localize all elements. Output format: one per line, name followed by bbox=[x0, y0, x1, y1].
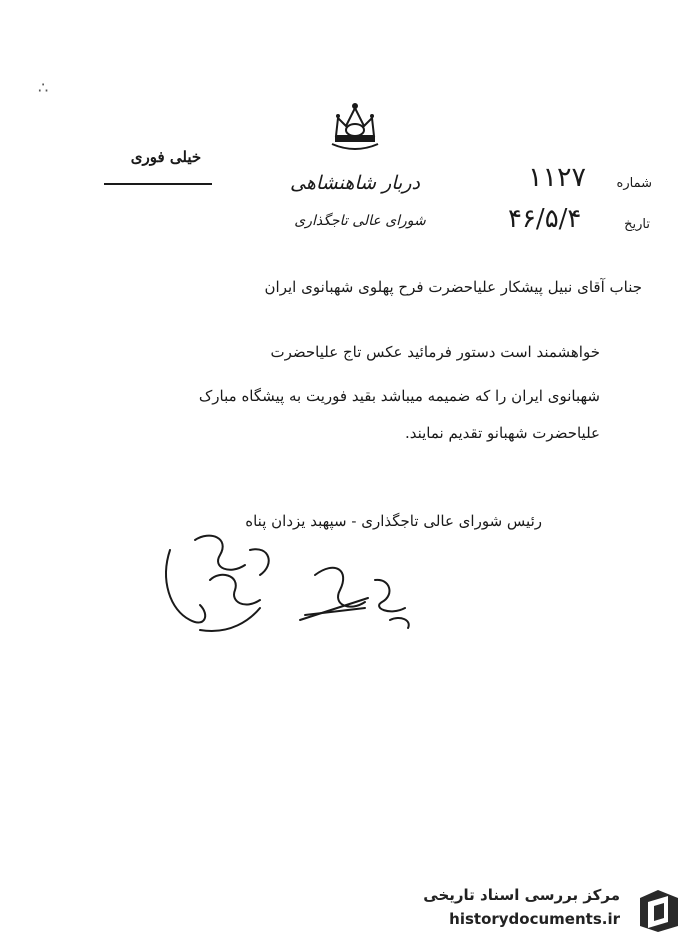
classification-underline bbox=[104, 183, 212, 185]
paper-speck-mark: ∴ bbox=[38, 78, 49, 97]
addressee-line: جناب آقای نبیل پیشکار علیاحضرت فرح پهلوی شهبانوی ایران bbox=[264, 278, 642, 296]
watermark-title: مرکز بررسی اسناد تاریخی bbox=[423, 886, 620, 904]
date-value: ۴۶/۵/۴ bbox=[508, 204, 582, 234]
archive-logo-icon bbox=[634, 886, 684, 934]
court-title: دربار شاهنشاهی bbox=[290, 172, 420, 194]
body-line-2: شهبانوی ایران را که ضمیمه میباشد بقید فوریت به پیشگاه مبارک bbox=[198, 387, 600, 405]
body-line-3: علیاحضرت شهبانو تقدیم نمایند. bbox=[404, 424, 600, 442]
handwritten-signature bbox=[150, 520, 450, 650]
watermark-url: historydocuments.ir bbox=[449, 910, 620, 928]
signer-title: رئیس شورای عالی تاجگذاری - سپهبد یزدان پناه bbox=[245, 512, 542, 530]
council-subtitle: شورای عالی تاجگذاری bbox=[294, 213, 426, 229]
number-value: ۱۱۲۷ bbox=[528, 162, 587, 193]
body-line-1: خواهشمند است دستور فرمائید عکس تاج علیاحضرت bbox=[270, 343, 600, 361]
imperial-crown-emblem-icon bbox=[326, 96, 384, 154]
classification-label: خیلی فوری bbox=[130, 148, 202, 166]
number-label: شماره bbox=[616, 176, 652, 191]
date-label: تاریخ bbox=[624, 217, 650, 232]
